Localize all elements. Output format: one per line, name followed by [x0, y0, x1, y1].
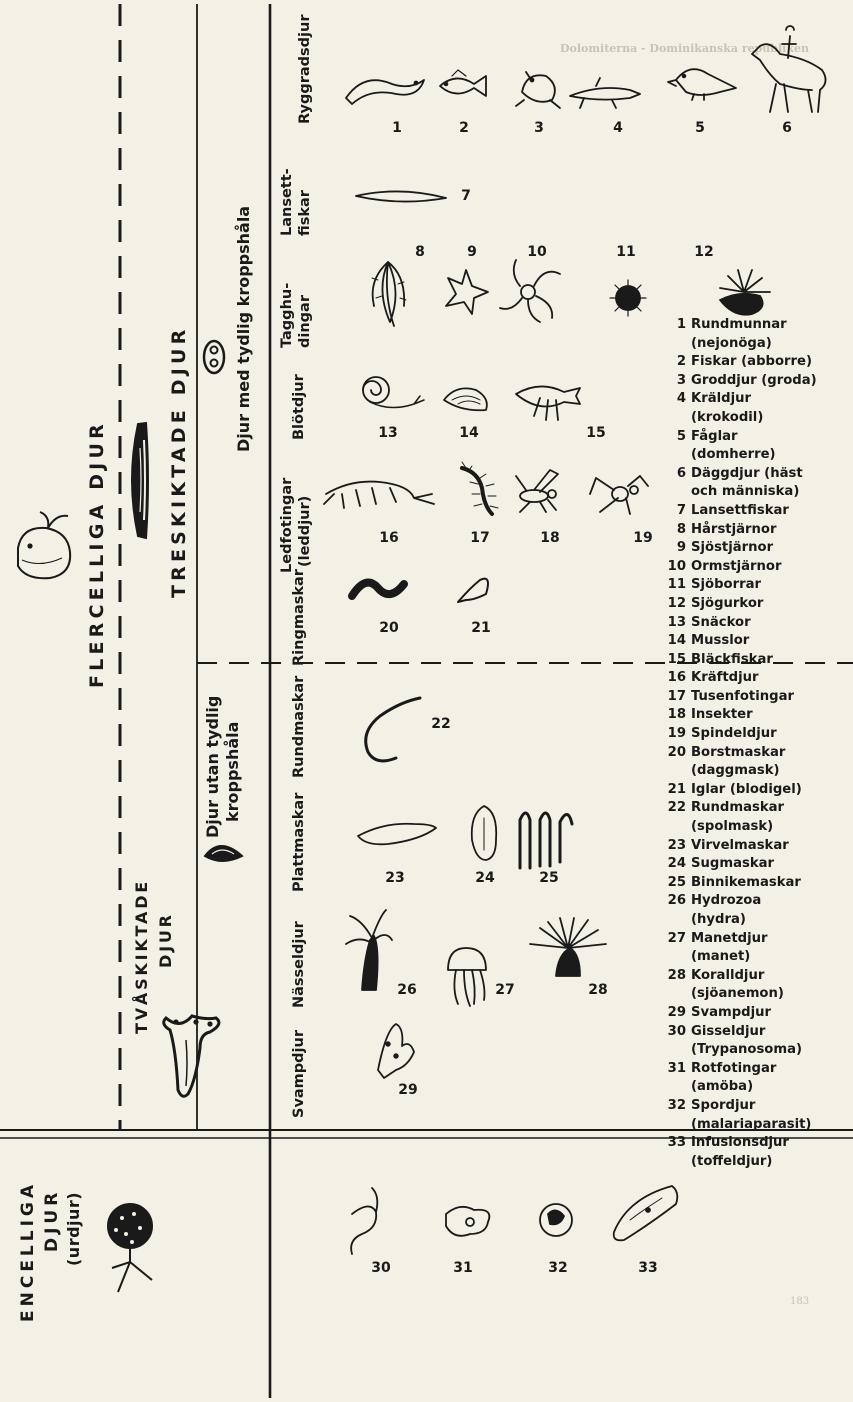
- legend-label: (hydra): [691, 912, 746, 927]
- legend-label: Hydrozoa: [691, 893, 762, 909]
- amoeba-icon: [446, 1207, 489, 1236]
- num-11: 11: [616, 244, 636, 260]
- legend-label: (manet): [691, 949, 751, 965]
- label-unicellular-2: DJUR: [42, 1188, 62, 1252]
- legend-label: Sjöstjärnor: [691, 540, 774, 556]
- label-arthropods-2: (leddjur): [297, 495, 313, 567]
- legend-item: [659, 465, 849, 484]
- spider-icon: [590, 476, 648, 514]
- label-arthropods: Ledfotingar: [279, 477, 295, 573]
- legend-label: Infusionsdjur: [691, 1135, 789, 1151]
- num-5: 5: [695, 120, 705, 136]
- trypanosoma-icon: [351, 1188, 377, 1254]
- tapeworm-icon: [520, 813, 572, 868]
- legend-item: [659, 669, 849, 688]
- legend-label: Snäckor: [691, 614, 751, 630]
- legend-label: Gisseldjur: [691, 1023, 766, 1039]
- legend-number: 1: [676, 317, 686, 332]
- legend-item: [659, 1134, 849, 1153]
- legend-label: Rotfotingar: [691, 1060, 777, 1076]
- num-9: 9: [467, 244, 477, 260]
- legend-label: och människa): [691, 484, 800, 500]
- legend-number: 27: [667, 930, 686, 946]
- legend-number: [659, 1116, 691, 1135]
- legend-item: [659, 1023, 849, 1042]
- num-13: 13: [378, 425, 398, 441]
- label-cnidarians: Nässeldjur: [291, 921, 307, 1008]
- legend-number: 10: [667, 558, 686, 574]
- legend-number: 28: [667, 967, 686, 983]
- legend-number: 30: [667, 1023, 686, 1039]
- num-1: 1: [392, 120, 402, 136]
- legend-label: Spordjur: [691, 1097, 756, 1113]
- sea-anemone-icon: [530, 918, 606, 976]
- legend-item: [659, 781, 849, 800]
- squid-icon: [516, 386, 580, 420]
- legend-number: 3: [676, 372, 686, 388]
- legend-label: Däggdjur (häst: [691, 465, 803, 481]
- legend-number: 25: [667, 874, 686, 890]
- legend-label: (Trypanosoma): [691, 1042, 803, 1058]
- legend-label: (daggmask): [691, 763, 780, 779]
- legend-number: 12: [667, 595, 686, 611]
- legend-item: [659, 1097, 849, 1116]
- legend-item: [659, 967, 849, 986]
- legend-label: Svampdjur: [691, 1004, 772, 1020]
- label-sponges: Svampdjur: [291, 1030, 307, 1118]
- legend-label: Fiskar (abborre): [691, 354, 812, 370]
- legend-number: [659, 335, 691, 354]
- num-3: 3: [534, 120, 544, 136]
- legend-item: [659, 874, 849, 893]
- num-25: 25: [539, 870, 559, 886]
- legend-number: 32: [667, 1097, 686, 1113]
- legend-label: Virvelmaskar: [691, 837, 789, 853]
- legend-number: 22: [667, 800, 686, 816]
- legend-label: Insekter: [691, 707, 753, 723]
- legend-item: [659, 595, 849, 614]
- legend-number: 24: [667, 856, 686, 872]
- legend-number: [659, 911, 691, 930]
- insect-icon: [516, 470, 558, 512]
- legend-label: Musslor: [691, 633, 750, 649]
- legend-label: Kräftdjur: [691, 670, 759, 686]
- legend-item: [659, 390, 849, 409]
- legend-item: [659, 688, 849, 707]
- legend-label: Lansettfiskar: [691, 502, 789, 518]
- legend-label: Ormstjärnor: [691, 558, 782, 574]
- label-unicellular: ENCELLIGA: [18, 1180, 38, 1322]
- num-20: 20: [379, 620, 399, 636]
- label-annelids: Ringmaskar: [291, 569, 307, 666]
- legend-number: 19: [667, 726, 686, 742]
- num-29: 29: [398, 1082, 418, 1098]
- roundworm-icon: [366, 698, 420, 761]
- centipede-icon: [462, 462, 498, 514]
- num-33: 33: [638, 1260, 658, 1276]
- legend-item: [659, 706, 849, 725]
- legend-item: [659, 576, 849, 595]
- num-7: 7: [461, 188, 471, 204]
- legend-item: [659, 409, 849, 428]
- legend-item: [659, 985, 849, 1004]
- legend-label: Hårstjärnor: [691, 521, 777, 537]
- legend-number: 6: [676, 465, 686, 481]
- legend-number: [659, 1041, 691, 1060]
- legend-number: [659, 446, 691, 465]
- legend-label: (toffeldjur): [691, 1153, 773, 1169]
- num-22: 22: [431, 716, 451, 732]
- legend-label: Koralldjur: [691, 967, 765, 983]
- label-unicellular-3: (urdjur): [64, 1191, 83, 1266]
- num-28: 28: [588, 982, 608, 998]
- num-4: 4: [613, 120, 623, 136]
- sea-cucumber-icon: [720, 270, 770, 315]
- label-nematodes: Rundmaskar: [291, 675, 307, 778]
- num-2: 2: [459, 120, 469, 136]
- legend-item: [659, 892, 849, 911]
- num-21: 21: [471, 620, 491, 636]
- num-23: 23: [385, 870, 405, 886]
- legend-number: 16: [667, 670, 686, 686]
- label-coelomate: Djur med tydlig kroppshåla: [234, 205, 253, 452]
- legend-number: [659, 409, 691, 428]
- num-30: 30: [371, 1260, 391, 1276]
- lamprey-icon: [346, 80, 424, 104]
- legend-number: 17: [667, 688, 686, 704]
- legend-label: Spindeldjur: [691, 726, 777, 742]
- num-12: 12: [694, 244, 714, 260]
- legend-number: [659, 985, 691, 1004]
- num-15: 15: [586, 425, 606, 441]
- label-triploblastic: TRESKIKTADE DJUR: [168, 325, 190, 598]
- legend-label: Iglar (blodigel): [691, 781, 802, 797]
- sea-urchin-icon: [610, 280, 646, 316]
- legend-number: [659, 1153, 691, 1172]
- num-19: 19: [633, 530, 653, 546]
- legend-item: [659, 855, 849, 874]
- legend-label: Sjögurkor: [691, 595, 764, 611]
- num-26: 26: [397, 982, 417, 998]
- label-diploblastic: TVÅSKIKTADE: [132, 878, 151, 1034]
- horse-rider-icon: [752, 26, 826, 112]
- legend-item: [659, 483, 849, 502]
- paramecium-icon: [614, 1186, 678, 1240]
- legend-label: (amöba): [691, 1079, 754, 1095]
- label-flatworms: Plattmaskar: [291, 792, 307, 892]
- legend-label: (nejonöga): [691, 335, 772, 351]
- label-lancelets: Lansett-: [279, 168, 295, 236]
- label-acoelomate: Djur utan tydlig: [203, 695, 222, 838]
- malaria-parasite-icon: [540, 1204, 572, 1236]
- legend-item: [659, 744, 849, 763]
- num-16: 16: [379, 530, 399, 546]
- legend-item: [659, 1041, 849, 1060]
- frog-icon: [516, 72, 560, 108]
- label-lancelets-2: fiskar: [297, 190, 313, 236]
- legend-number: [659, 948, 691, 967]
- num-27: 27: [495, 982, 515, 998]
- legend-number: 11: [667, 577, 686, 593]
- fluke-icon: [472, 806, 497, 860]
- legend-label: Groddjur (groda): [691, 372, 817, 388]
- legend-item: [659, 651, 849, 670]
- shrimp-icon: [324, 482, 434, 508]
- legend-label: Bläckfiskar: [691, 651, 773, 667]
- legend-item: [659, 1004, 849, 1023]
- legend-label: Sugmaskar: [691, 856, 774, 872]
- legend-number: 18: [667, 707, 686, 723]
- feather-star-icon: [372, 262, 406, 326]
- legend-item: [659, 372, 849, 391]
- label-echinoderms: Tagghu-: [279, 282, 295, 348]
- legend-label: Binnikemaskar: [691, 874, 801, 890]
- legend-item: [659, 502, 849, 521]
- perch-icon: [440, 70, 486, 96]
- bullfinch-icon: [668, 69, 736, 100]
- num-17: 17: [470, 530, 490, 546]
- mussel-icon: [444, 388, 487, 410]
- lancelet-icon: [356, 191, 446, 201]
- hydra-icon: [346, 910, 392, 990]
- legend: [659, 316, 849, 1171]
- legend-label: Fåglar: [691, 428, 738, 444]
- legend-label: Manetdjur: [691, 930, 768, 946]
- legend-item: [659, 428, 849, 447]
- legend-number: 26: [667, 893, 686, 909]
- legend-item: [659, 353, 849, 372]
- num-6: 6: [782, 120, 792, 136]
- num-32: 32: [548, 1260, 568, 1276]
- legend-number: [659, 762, 691, 781]
- legend-label: Tusenfotingar: [691, 688, 794, 704]
- num-18: 18: [540, 530, 560, 546]
- legend-item: [659, 446, 849, 465]
- label-vertebrates: Ryggradsdjur: [297, 14, 313, 124]
- legend-item: [659, 837, 849, 856]
- legend-number: 13: [667, 614, 686, 630]
- legend-item: [659, 911, 849, 930]
- legend-item: [659, 1078, 849, 1097]
- legend-label: Sjöborrar: [691, 577, 761, 593]
- sponge-icon: [378, 1024, 414, 1078]
- legend-number: 31: [667, 1060, 686, 1076]
- legend-item: [659, 316, 849, 335]
- label-diploblastic-2: DJUR: [156, 912, 175, 968]
- legend-number: 29: [667, 1004, 686, 1020]
- legend-item: [659, 539, 849, 558]
- legend-number: [659, 818, 691, 837]
- legend-item: [659, 762, 849, 781]
- leech-icon: [458, 579, 488, 602]
- legend-item: [659, 558, 849, 577]
- label-multicellular: FLERCELLIGA DJUR: [86, 420, 108, 688]
- num-10: 10: [527, 244, 547, 260]
- label-molluscs: Blötdjur: [291, 374, 307, 440]
- legend-number: 2: [676, 354, 686, 370]
- legend-number: 9: [676, 540, 686, 556]
- legend-number: [659, 483, 691, 502]
- legend-item: [659, 335, 849, 354]
- legend-label: Kräldjur: [691, 391, 751, 407]
- snail-icon: [363, 377, 424, 408]
- legend-item: [659, 632, 849, 651]
- legend-number: 7: [676, 502, 686, 518]
- legend-label: (sjöanemon): [691, 986, 784, 1002]
- starfish-icon: [446, 270, 488, 314]
- legend-item: [659, 948, 849, 967]
- legend-number: 23: [667, 837, 686, 853]
- num-14: 14: [459, 425, 479, 441]
- legend-number: 33: [667, 1135, 686, 1151]
- label-echinoderms-2: dingar: [297, 295, 313, 348]
- legend-label: (spolmask): [691, 819, 774, 835]
- legend-label: (domherre): [691, 447, 776, 463]
- legend-item: [659, 1153, 849, 1172]
- legend-item: [659, 930, 849, 949]
- legend-number: 14: [667, 633, 686, 649]
- legend-item: [659, 614, 849, 633]
- legend-number: 15: [667, 651, 686, 667]
- legend-number: 4: [676, 391, 686, 407]
- legend-item: [659, 799, 849, 818]
- bleed-header: Dolomiterna - Dominikanska republiken: [560, 42, 809, 55]
- legend-item: [659, 1060, 849, 1079]
- num-8: 8: [415, 244, 425, 260]
- brittle-star-icon: [500, 260, 560, 322]
- num-24: 24: [475, 870, 495, 886]
- legend-number: 20: [667, 744, 686, 760]
- legend-number: 21: [667, 781, 686, 797]
- legend-label: (malariaparasit): [691, 1116, 812, 1132]
- legend-label: Rundmunnar: [691, 317, 787, 332]
- earthworm-icon: [352, 583, 404, 596]
- planarian-icon: [358, 824, 436, 845]
- legend-item: [659, 725, 849, 744]
- legend-item: [659, 818, 849, 837]
- legend-number: [659, 1078, 691, 1097]
- legend-item: [659, 1116, 849, 1135]
- num-31: 31: [453, 1260, 473, 1276]
- legend-label: Rundmaskar: [691, 800, 785, 816]
- legend-number: 8: [676, 521, 686, 537]
- legend-label: Borstmaskar: [691, 744, 786, 760]
- legend-label: (krokodil): [691, 409, 764, 425]
- label-acoelomate-2: kroppshåla: [223, 721, 242, 822]
- bleed-page-number: 183: [790, 1296, 810, 1307]
- crocodile-icon: [570, 78, 640, 108]
- legend-item: [659, 521, 849, 540]
- legend-number: 5: [676, 428, 686, 444]
- jellyfish-icon: [448, 948, 486, 1006]
